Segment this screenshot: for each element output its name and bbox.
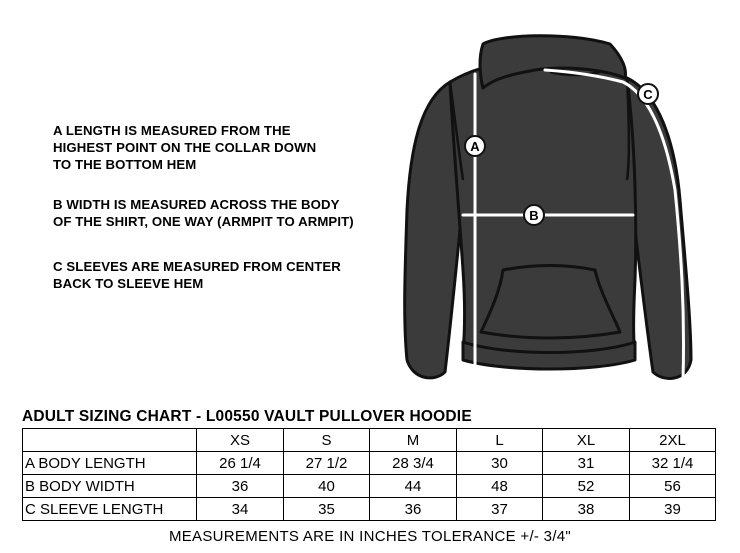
table-cell: 56 [630, 475, 716, 498]
size-header: XS [197, 429, 284, 452]
table-cell: 44 [370, 475, 457, 498]
table-cell: 36 [197, 475, 284, 498]
marker-b [524, 205, 544, 225]
table-cell: 34 [197, 498, 284, 521]
table-cell: 32 1/4 [630, 452, 716, 475]
row-label: A BODY LENGTH [23, 452, 197, 475]
marker-a-label: A [470, 139, 480, 154]
table-cell: 30 [457, 452, 543, 475]
instruction-length: A LENGTH IS MEASURED FROM THE HIGHEST POINT ON THE COLLAR DOWN TO THE BOTTOM HEM [53, 123, 317, 172]
table-cell: 31 [543, 452, 630, 475]
size-header: L [457, 429, 543, 452]
size-header: S [284, 429, 370, 452]
table-cell: 35 [284, 498, 370, 521]
marker-b-label: B [529, 208, 539, 223]
table-cell: 27 1/2 [284, 452, 370, 475]
instruction-width: B WIDTH IS MEASURED ACROSS THE BODY OF THE SHIRT, ONE WAY (ARMPIT TO ARMPIT) [53, 197, 354, 229]
table-row [23, 452, 716, 475]
table-cell: 52 [543, 475, 630, 498]
table-cell: 40 [284, 475, 370, 498]
size-table [22, 428, 716, 521]
row-label: C SLEEVE LENGTH [23, 498, 197, 521]
hoodie-diagram [395, 30, 705, 390]
marker-a [465, 136, 485, 156]
table-cell: 26 1/4 [197, 452, 284, 475]
chart-title: ADULT SIZING CHART - L00550 VAULT PULLOVER HOODIE [22, 408, 472, 425]
table-cell: 36 [370, 498, 457, 521]
table-cell: 39 [630, 498, 716, 521]
size-header: 2XL [630, 429, 716, 452]
table-cell: 48 [457, 475, 543, 498]
size-header: XL [543, 429, 630, 452]
table-cell: 38 [543, 498, 630, 521]
corner-cell [23, 429, 197, 452]
row-label: B BODY WIDTH [23, 475, 197, 498]
table-row [23, 498, 716, 521]
table-header-row [23, 429, 716, 452]
instruction-sleeve: C SLEEVES ARE MEASURED FROM CENTER BACK TO SLEEVE HEM [53, 259, 341, 291]
measurement-footnote: MEASUREMENTS ARE IN INCHES TOLERANCE +/- 3/4" [168, 528, 572, 545]
table-cell: 28 3/4 [370, 452, 457, 475]
marker-c [638, 84, 658, 104]
table-cell: 37 [457, 498, 543, 521]
table-row [23, 475, 716, 498]
size-header: M [370, 429, 457, 452]
marker-c-label: C [643, 87, 653, 102]
